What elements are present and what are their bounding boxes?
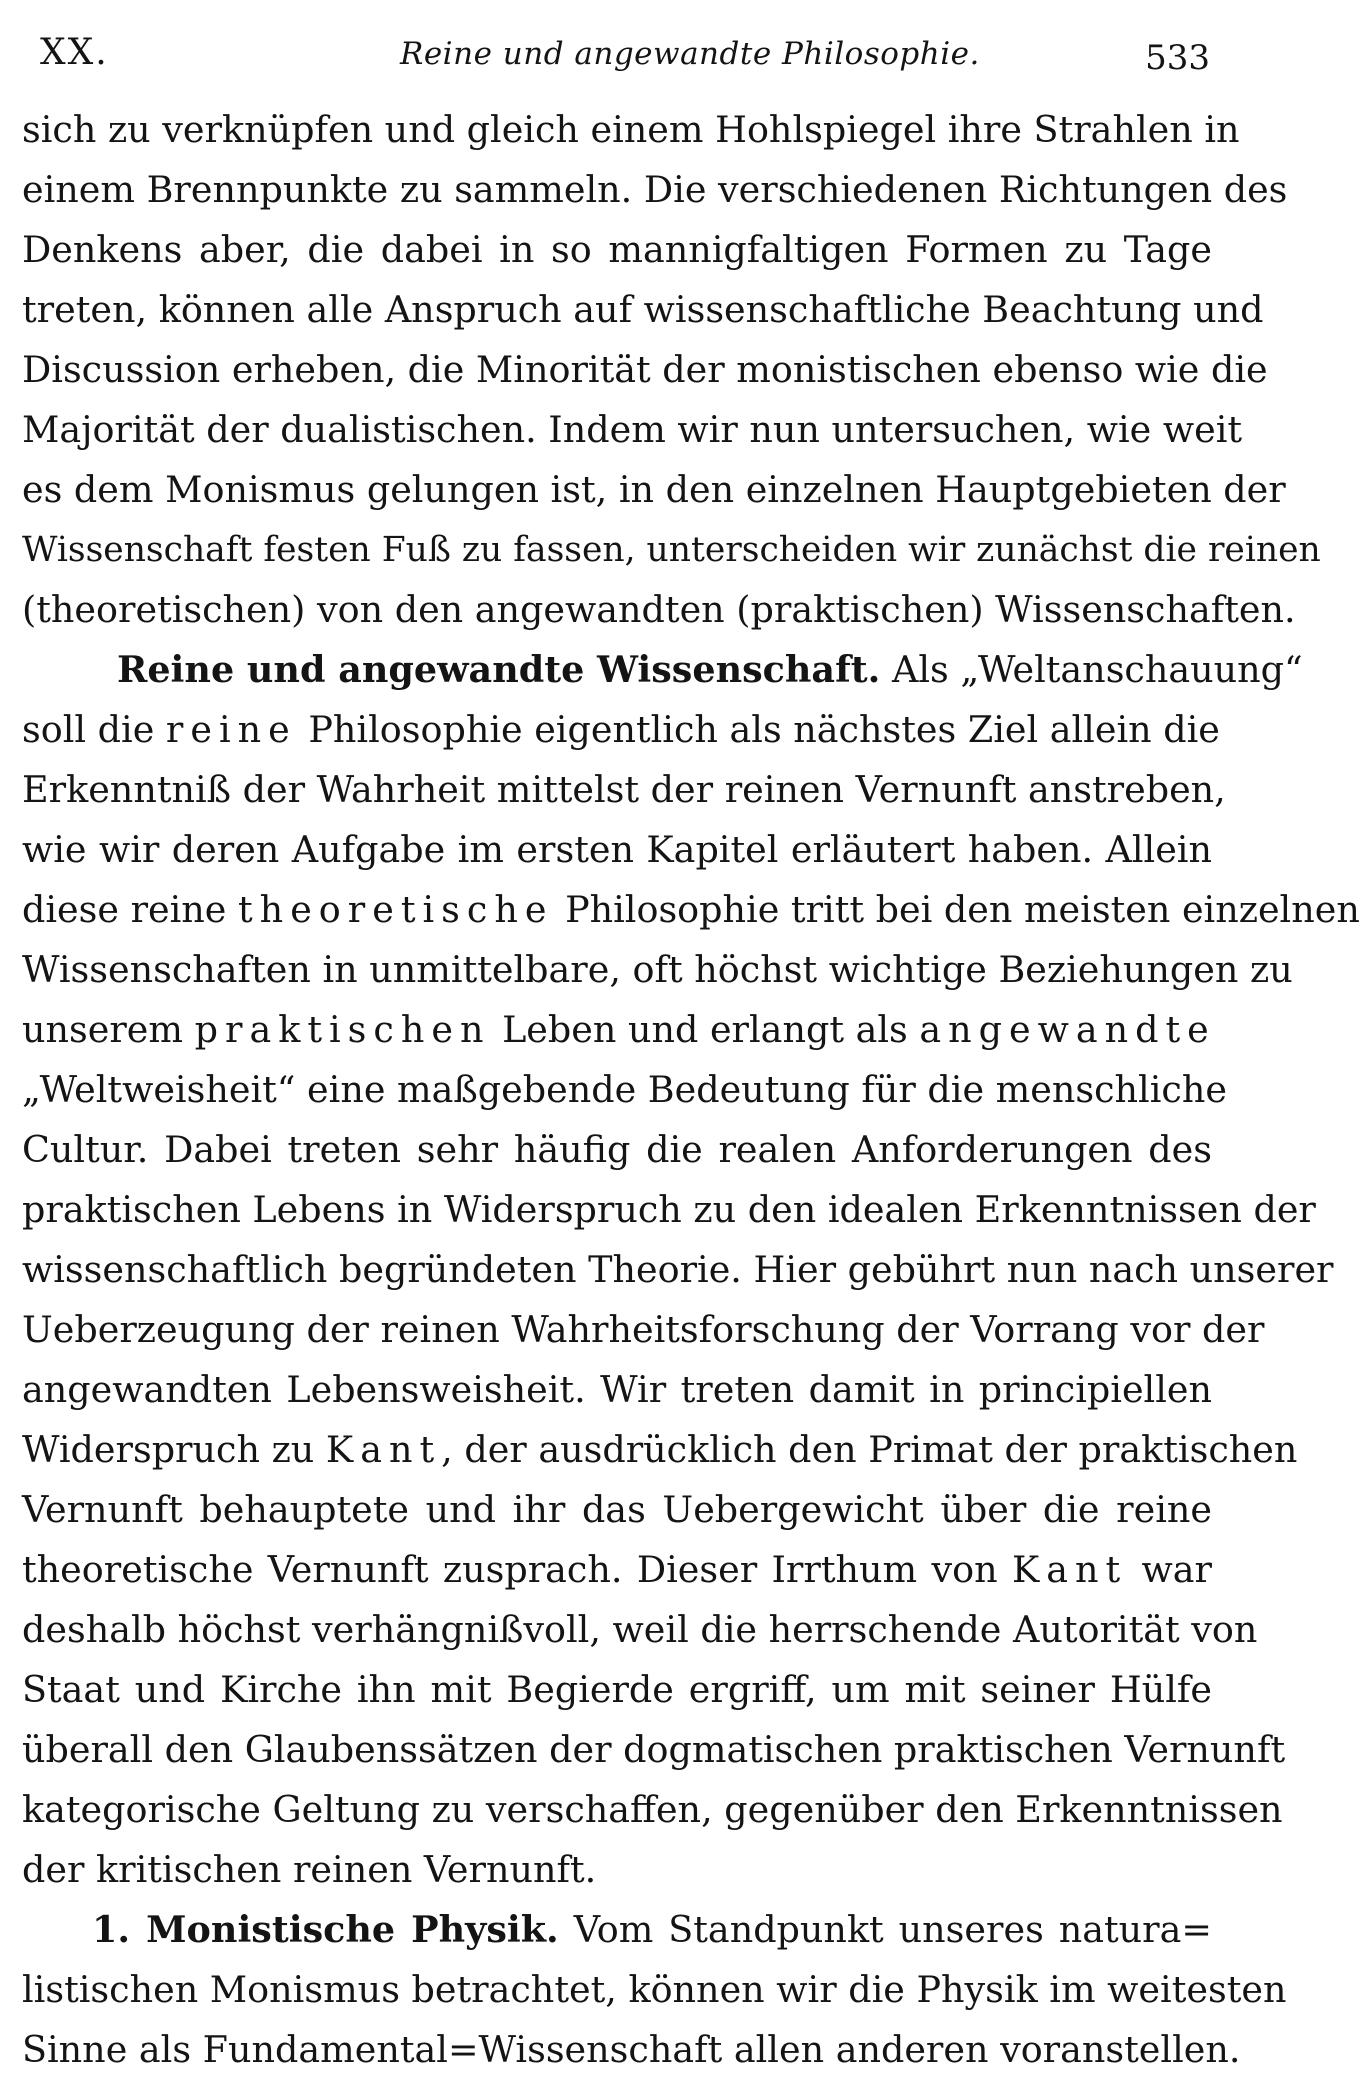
text-line: Majorität der dualistischen. Indem wir nun untersuchen, wie weit xyxy=(22,408,1243,451)
text-line: soll die reine Philosophie eigentlich als nächstes Ziel allein die xyxy=(22,708,1220,751)
emphasis: theoretische xyxy=(238,888,554,931)
text-line: wie wir deren Aufgabe im ersten Kapitel erläutert haben. Allein xyxy=(22,828,1212,871)
text-line: „Weltweisheit“ eine maßgebende Bedeutung für die menschliche xyxy=(22,1068,1227,1111)
text-line: Staat und Kirche ihn mit Begierde ergriff, um mit seiner Hülfe xyxy=(22,1668,1212,1711)
text-line: treten, können alle Anspruch auf wissenschaftliche Beachtung und xyxy=(22,288,1264,331)
chapter-number: XX. xyxy=(40,32,109,73)
text-line: Sinne als Fundamental=Wissenschaft allen anderen voranstellen. xyxy=(22,2028,1241,2071)
text-line: es dem Monismus gelungen ist, in den einzelnen Hauptgebieten der xyxy=(22,468,1286,511)
text-line: sich zu verknüpfen und gleich einem Hohlspiegel ihre Strahlen in xyxy=(22,108,1240,151)
text-line: wissenschaftlich begründeten Theorie. Hier gebührt nun nach unserer xyxy=(22,1248,1334,1291)
text-line: kategorische Geltung zu verschaffen, gegenüber den Erkenntnissen xyxy=(22,1788,1283,1831)
emphasis: Kant xyxy=(325,1428,442,1471)
text-line: der kritischen reinen Vernunft. xyxy=(22,1848,597,1891)
text-line: Widerspruch zu Kant, der ausdrücklich den Primat der praktischen xyxy=(22,1428,1298,1471)
text-line: listischen Monismus betrachtet, können wir die Physik im weitesten xyxy=(22,1968,1287,2011)
text-line: angewandten Lebensweisheit. Wir treten damit in principiellen xyxy=(22,1368,1212,1411)
text-line: Wissenschaften in unmittelbare, oft höchst wichtige Beziehungen zu xyxy=(22,948,1293,991)
page-number: 533 xyxy=(1145,38,1210,78)
text-line: Erkenntniß der Wahrheit mittelst der reinen Vernunft anstreben, xyxy=(22,768,1226,811)
running-title: Reine und angewandte Philosophie. xyxy=(400,36,980,72)
text-line: diese reine theoretische Philosophie tritt bei den meisten einzelnen xyxy=(22,888,1360,931)
text-line: praktischen Lebens in Widerspruch zu den idealen Erkenntnissen der xyxy=(22,1188,1316,1231)
text-line: überall den Glaubenssätzen der dogmatischen praktischen Vernunft xyxy=(22,1728,1286,1771)
body-text xyxy=(22,100,1360,2080)
section-heading: 1. Monistische Physik. xyxy=(92,1908,559,1951)
text-line: Ueberzeugung der reinen Wahrheitsforschung der Vorrang vor der xyxy=(22,1308,1265,1351)
text-line: Denkens aber, die dabei in so mannigfaltigen Formen zu Tage xyxy=(22,228,1212,271)
emphasis: Kant xyxy=(1011,1548,1128,1591)
paragraph-start: Reine und angewandte Wissenschaft. Als „Weltanschauung“ xyxy=(117,648,1303,691)
text-line: einem Brennpunkte zu sammeln. Die verschiedenen Richtungen des xyxy=(22,168,1288,211)
running-head xyxy=(40,26,1220,86)
text-line: theoretische Vernunft zusprach. Dieser Irrthum von Kant war xyxy=(22,1548,1212,1591)
text-line: (theoretischen) von den angewandten (praktischen) Wissenschaften. xyxy=(22,588,1296,631)
text-line: Vernunft behauptete und ihr das Uebergewicht über die reine xyxy=(22,1488,1212,1531)
emphasis: angewandte xyxy=(919,1008,1216,1051)
paragraph-start: 1. Monistische Physik. Vom Standpunkt unseres natura= xyxy=(92,1908,1212,1951)
text-line: unserem praktischen Leben und erlangt als angewandte xyxy=(22,1008,1216,1051)
section-heading: Reine und angewandte Wissenschaft. xyxy=(117,648,881,691)
text-line: Cultur. Dabei treten sehr häufig die realen Anforderungen des xyxy=(22,1128,1212,1171)
text-line: Discussion erheben, die Minorität der monistischen ebenso wie die xyxy=(22,348,1268,391)
text-line: deshalb höchst verhängnißvoll, weil die herrschende Autorität von xyxy=(22,1608,1258,1651)
emphasis: reine xyxy=(165,708,297,751)
text-line: Wissenschaft festen Fuß zu fassen, unterscheiden wir zunächst die reinen xyxy=(22,530,1321,570)
emphasis: praktischen xyxy=(194,1008,491,1051)
